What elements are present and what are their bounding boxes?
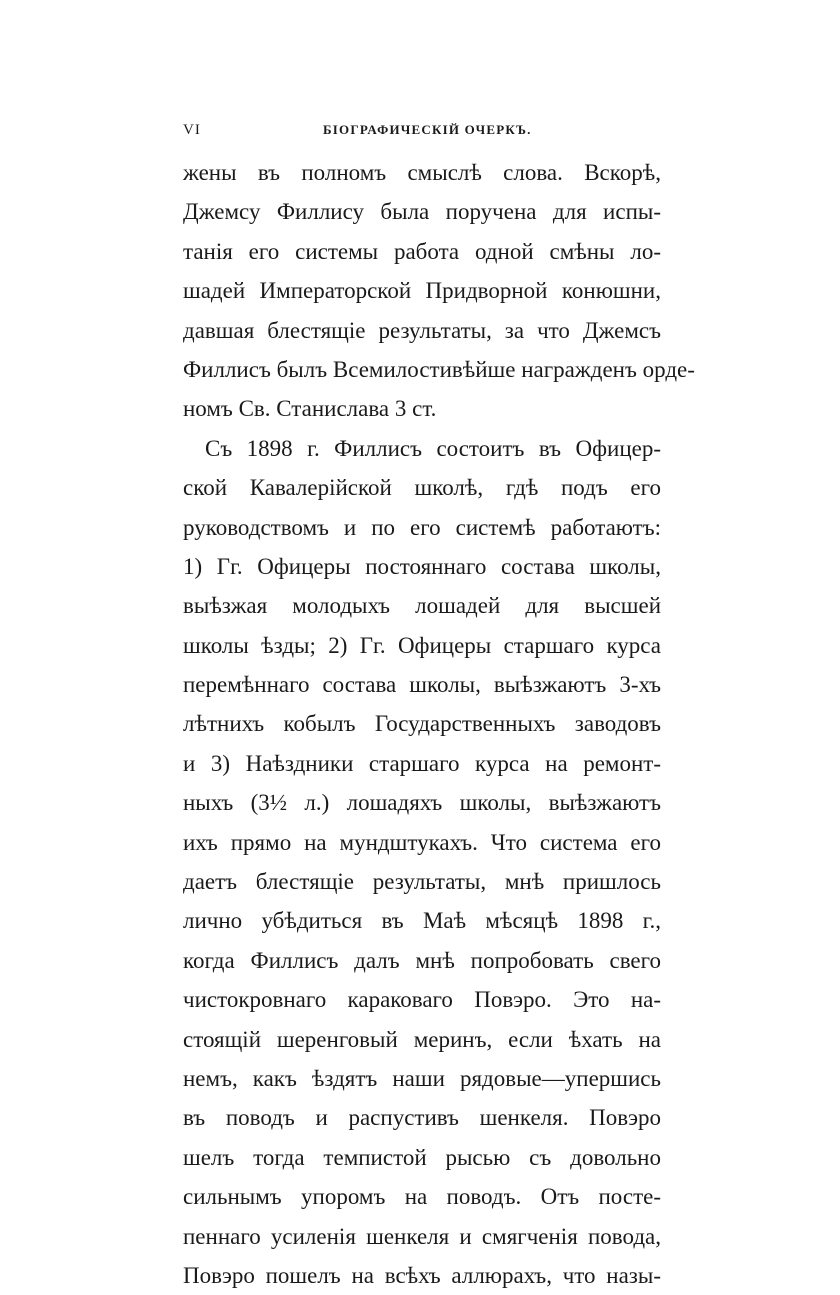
text-line: шадей Императорской Придворной конюшни, — [183, 278, 661, 304]
text-line: ской Кавалерійской школѣ, гдѣ подъ его — [183, 475, 661, 501]
text-line: ныхъ (3½ л.) лошадяхъ школы, выѣзжаютъ — [183, 790, 661, 816]
text-line: давшая блестящіе результаты, за что Джемсъ — [183, 317, 661, 343]
text-line: номъ Св. Станислава 3 ст. — [183, 396, 437, 422]
text-line: школы ѣзды; 2) Гг. Офицеры старшаго курса — [183, 632, 661, 658]
text-line: шелъ тогда темпистой рысью съ довольно — [183, 1144, 661, 1170]
text-line: лично убѣдиться въ Маѣ мѣсяцѣ 1898 г., — [183, 908, 661, 934]
text-line: и 3) Наѣздники старшаго курса на ремонт- — [183, 750, 661, 776]
text-line: Филлисъ былъ Всемилостивѣйше награжденъ орде- — [183, 356, 695, 382]
text-line: даетъ блестящіе результаты, мнѣ пришлось — [183, 869, 661, 895]
body-text — [183, 153, 695, 1295]
text-line: въ поводъ и распустивъ шенкеля. Повэро — [183, 1105, 661, 1131]
text-line: Съ 1898 г. Филлисъ состоитъ въ Офицер- — [205, 435, 661, 461]
text-line: стоящій шеренговый меринъ, если ѣхать на — [183, 1026, 661, 1052]
text-line: пеннаго усиленія шенкеля и смягченія повода, — [183, 1223, 661, 1249]
text-line: руководствомъ и по его системѣ работаютъ: — [183, 514, 661, 540]
text-line: перемѣннаго состава школы, выѣзжаютъ 3-хъ — [183, 672, 661, 698]
text-line: когда Филлисъ далъ мнѣ попробовать свего — [183, 947, 661, 973]
text-line: ихъ прямо на мундштукахъ. Что система его — [183, 829, 661, 855]
text-line: чистокровнаго караковаго Повэро. Это на- — [183, 987, 661, 1013]
text-line: сильнымъ упоромъ на поводъ. Отъ посте- — [183, 1184, 661, 1210]
running-title: БІОГРАФИЧЕСКІЙ ОЧЕРКЪ. — [323, 122, 532, 137]
text-line: танія его системы работа одной смѣны ло- — [183, 238, 661, 264]
page-header — [183, 122, 673, 146]
text-line: лѣтнихъ кобылъ Государственныхъ заводовъ — [183, 711, 661, 737]
page-number: VI — [183, 122, 201, 138]
text-line: немъ, какъ ѣздятъ наши рядовые—упершись — [183, 1065, 661, 1091]
text-line: выѣзжая молодыхъ лошадей для высшей — [183, 593, 661, 619]
text-line: Джемсу Филлису была поручена для испы- — [183, 199, 661, 225]
text-line: 1) Гг. Офицеры постояннаго состава школы, — [183, 553, 661, 579]
text-line: Повэро пошелъ на всѣхъ аллюрахъ, что назы- — [183, 1262, 661, 1288]
text-line: жены въ полномъ смыслѣ слова. Вскорѣ, — [183, 160, 661, 185]
